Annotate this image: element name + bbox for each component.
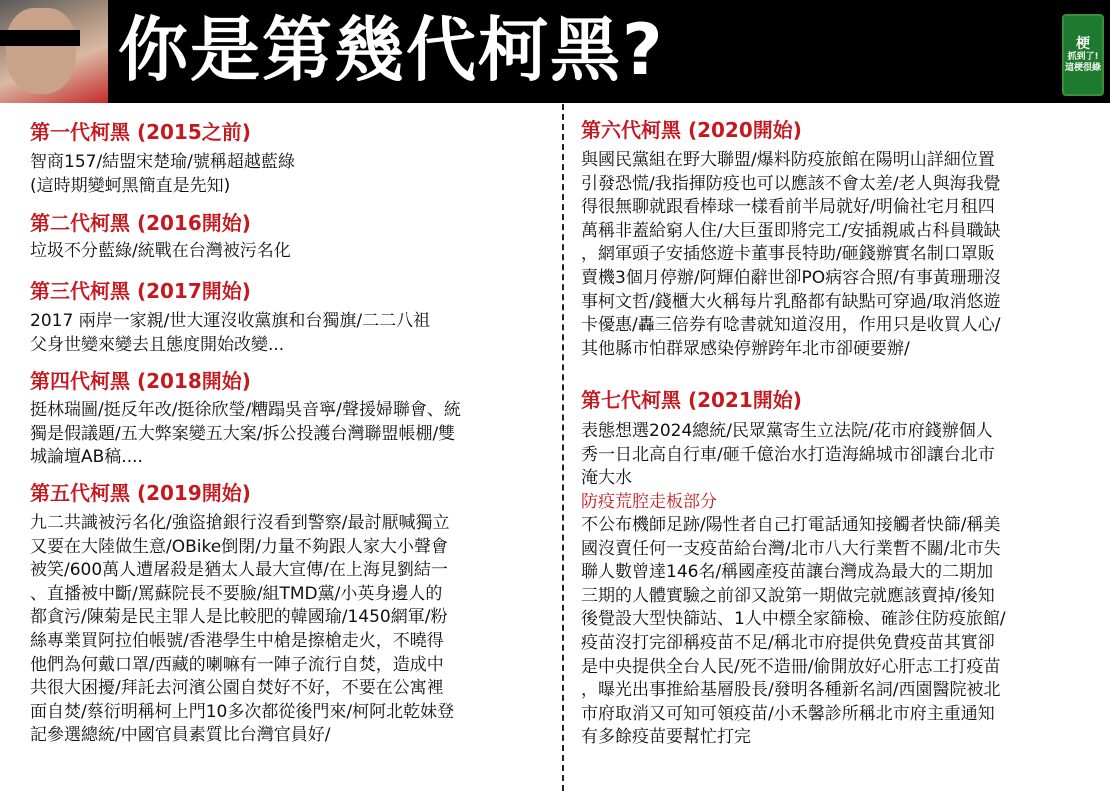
section-title-gen1: 第一代柯黑 (2015之前) bbox=[30, 120, 251, 144]
section-body-gen1: 智商157/結盟宋楚瑜/號稱超越藍綠 (這時期變蚵黑簡直是先知) bbox=[30, 152, 295, 196]
section-title-gen5: 第五代柯黑 (2019開始) bbox=[30, 481, 251, 505]
column-divider bbox=[562, 104, 564, 791]
section-body-gen4: 挺林瑞圖/挺反年改/挺徐欣瑩/糟蹋吳音寧/聲援婦聯會、統 獨是假議題/五大弊案變五大案/拆公投護台灣聯盟帳棚/雙 城論壇AB稿.... bbox=[30, 400, 461, 468]
brand-logo bbox=[1062, 14, 1104, 96]
page-title: 你是第幾代柯黑? bbox=[118, 9, 665, 91]
logo-sub-text: 抓到了!這梗很綠 bbox=[1064, 52, 1101, 73]
section-title-gen2: 第二代柯黑 (2016開始) bbox=[30, 211, 251, 235]
section-title-gen6: 第六代柯黑 (2020開始) bbox=[581, 118, 802, 142]
section-subtitle-gen7: 防疫荒腔走板部分 bbox=[581, 492, 717, 512]
section-body2-gen7: 不公布機師足跡/陽性者自己打電話通知接觸者快篩/稱美 國沒賣任何一支疫苗給台灣/北市八大行業暫不關/北市失 聯人數曾達146名/稱國產疫苗讓台灣成為最大的二期加 三期的人體實驗之前卻又說第一期做完就應該賣掉/後知 後覺設大型快篩站、1人中標全家篩檢、確診住防疫旅館/ 疫苗沒打完卻稱疫苗不足/稱北市府提供免費疫苗其實卻 是中央提供全台人民/死不造冊/偷開放好心肝志工打疫苗 ，曝光出事推給基層股長/發明各種新名詞/西園醫院被北 市府取消又可知可領疫苗/小禾馨診所稱北市府主重通知 有多餘疫苗要幫忙打完 bbox=[581, 515, 1006, 748]
section-body-gen5: 九二共識被污名化/強盜搶銀行沒看到警察/最討厭喊獨立 又要在大陸做生意/OBike倒閉/力量不夠跟人家大小聲會 被笑/600萬人遭屠殺是猶太人最大宣傳/在上海見劉結一 、直播被中斷/罵蘇院長不要臉/組TMD黨/小英身邊人的 都貪污/陳菊是民主罪人是比較肥的韓國瑜/1450網軍/粉 絲專業買阿拉伯帳號/香港學生中槍是擦槍走火，不曉得 他們為何戴口罩/西藏的喇嘛有一陣子流行自焚，造成中 共很大困擾/拜託去河濱公園自焚好不好，不要在公寓裡 面自焚/蔡衍明稱柯上門10多次都從後門來/柯阿北乾妹登 記參選總統/中國官員素質比台灣官員好/ bbox=[30, 513, 455, 746]
header-banner bbox=[0, 0, 1110, 103]
section-title-gen4: 第四代柯黑 (2018開始) bbox=[30, 369, 251, 393]
censor-bar bbox=[0, 30, 80, 46]
section-body-gen2: 垃圾不分藍綠/統戰在台灣被污名化 bbox=[30, 241, 291, 261]
section-title-gen3: 第三代柯黑 (2017開始) bbox=[30, 279, 251, 303]
section-title-gen7: 第七代柯黑 (2021開始) bbox=[581, 388, 802, 412]
section-body-gen3: 2017 兩岸一家親/世大運沒收黨旗和台獨旗/二二八祖 父身世變來變去且態度開始改變... bbox=[30, 311, 431, 355]
section-body-gen7: 表態想選2024總統/民眾黨寄生立法院/花市府錢辦個人 秀一日北高自行車/砸千億治水打造海綿城市卻讓台北市 淹大水 bbox=[581, 421, 995, 489]
censored-portrait-photo bbox=[0, 0, 108, 103]
face-shape bbox=[6, 8, 76, 94]
section-body-gen6: 與國民黨組在野大聯盟/爆料防疫旅館在陽明山詳細位置 引發恐慌/我指揮防疫也可以應該不會太差/老人與海我覺 得很無聊就跟看棒球一樣看前半局就好/明倫社宅月租四 萬稱非蓋給窮人住/大巨蛋即將完工/安插親戚占科員職缺 ，網軍頭子安插悠遊卡董事長特助/砸錢辦實名制口罩販 賣機3個月停辦/阿輝伯辭世卻PO病容合照/有事黃珊珊沒 事柯文哲/錢櫃大火稱每片乳酪都有缺點可穿過/取消悠遊 卡優惠/轟三倍券有唸書就知道沒用，作用只是收買人心/ 其他縣市怕群眾感染停辦跨年北市卻硬要辦/ bbox=[581, 150, 1001, 359]
logo-main-text: 梗 bbox=[1076, 36, 1090, 52]
